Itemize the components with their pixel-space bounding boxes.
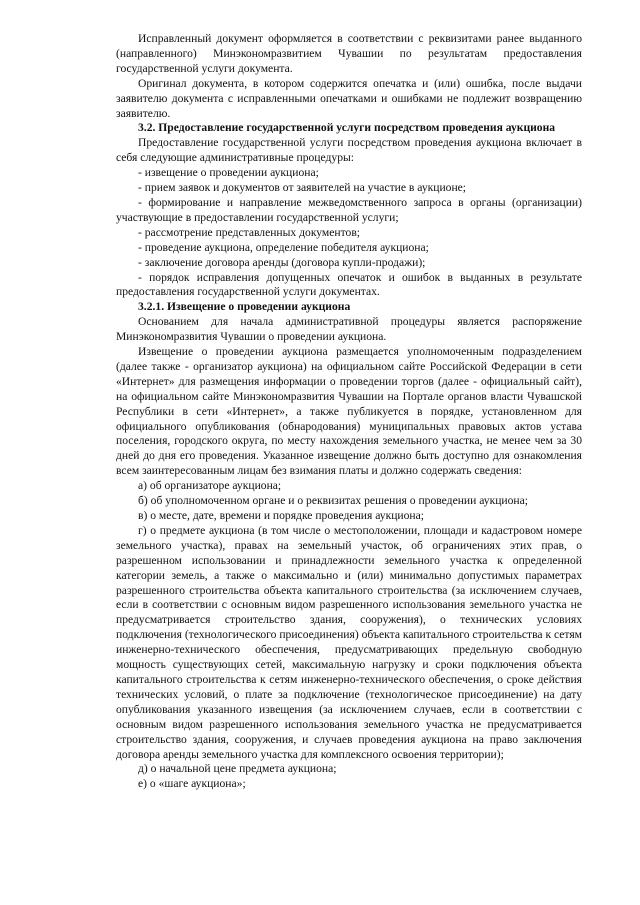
list-item-place-date: в) о месте, дате, времени и порядке проведения аукциона; — [138, 509, 424, 522]
list-item-auction-step: е) о «шаге аукциона»; — [138, 777, 246, 791]
paragraph-procedures-intro: Предоставление государственной услуги посредством проведения аукциона включает в себя следующие административные процедуры: — [116, 136, 582, 165]
list-item-interdepartmental-request: - формирование и направление межведомственного запроса в органы (организации) участвующие в предоставлении государственной услуги; — [116, 195, 582, 224]
section-heading-3-2-1: 3.2.1. Извещение о проведении аукциона — [138, 300, 351, 314]
list-item-auction-subject: г) о предмете аукциона (в том числе о местоположении, площади и кадастровом номере земельного участка), правах на земельный участок, об ограничениях этих прав, о разрешенном использовании и принадлежности земельного участка к определенной категории земель, а также о максимально и (или) минимально допустимых параметрах разрешенного строительства объекта капитального строительства (за исключением случаев, если в соответствии с основным видом разрешенного использования земельного участка не предусматривается строительство здания, сооружения), о технических условиях подключения (технологического присоединения) объекта капитального строительства к сетям инженерно-технического обеспечения, предусматривающих предельную свободную мощность существующих сетей, максимальную нагрузку и сроки подключения объекта капитального строительства к сетям инженерно-технического обеспечения, о сроке действия технических условий, о плате за подключение (технологическое присоединение) на дату опубликования указанного извещения (за исключением случаев, если в соответствии с основным видом разрешенного использования земельного участка не предусматривается строительство здания, сооружения, и случаев проведения аукциона на право заключения договора аренды земельного участка для комплексного освоения территории); — [116, 523, 582, 761]
list-item-initial-price: д) о начальной цене предмета аукциона; — [138, 762, 337, 776]
section-heading-3-2: 3.2. Предоставление государственной услуги посредством проведения аукциона — [138, 121, 556, 135]
paragraph-notice-publication: Извещение о проведении аукциона размещается уполномоченным подразделением (далее также - организатор аукциона) на официальном сайте Российской Федерации в сети «Интернет» для размещения информации о проведении торгов (далее - официальный сайт), на официальном сайте Минэкономразвития Чувашии на Портале органов власти Чувашской Республики в сети «Интернет», а также публикуется в порядке, установленном для официального опубликования (обнародования) муниципальных правовых актов устава поселения, городского округа, по месту нахождения земельного участка, не менее чем за 30 дней до дня его проведения. Указанное извещение должно быть доступно для ознакомления всем заинтересованным лицам без взимания платы и должно содержать сведения: — [116, 345, 582, 478]
list-item-review-documents: - рассмотрение представленных документов; — [138, 225, 361, 239]
list-item-authorized-body: б) об уполномоченном органе и о реквизитах решения о проведении аукциона; — [138, 494, 528, 508]
paragraph-original-document: Оригинал документа, в котором содержится опечатка и (или) ошибка, после выдачи заявителю документа с исправленными опечатками и ошибками не подлежит возвращению заявителю. — [116, 76, 582, 120]
paragraph-procedure-basis: Основанием для начала административной процедуры является распоряжение Минэкономразвития Чувашии о проведении аукциона. — [116, 315, 582, 344]
list-item-error-correction: - порядок исправления допущенных опечаток и ошибок в выданных в результате предоставления государственной услуги документах. — [116, 270, 582, 299]
document-body — [116, 32, 582, 792]
paragraph-corrected-document: Исправленный документ оформляется в соответствии с реквизитами ранее выданного (направленного) Минэкономразвитием Чувашии по результатам предоставления государственной услуги документа. — [116, 32, 582, 75]
list-item-organizer: а) об организаторе аукциона; — [138, 479, 282, 493]
list-item-applications: - прием заявок и документов от заявителей на участие в аукционе; — [138, 181, 467, 195]
list-item-notice: - извещение о проведении аукциона; — [138, 166, 319, 180]
list-item-auction-winner: - проведение аукциона, определение победителя аукциона; — [138, 240, 429, 254]
list-item-lease-contract: - заключение договора аренды (договора купли-продажи); — [138, 255, 426, 269]
